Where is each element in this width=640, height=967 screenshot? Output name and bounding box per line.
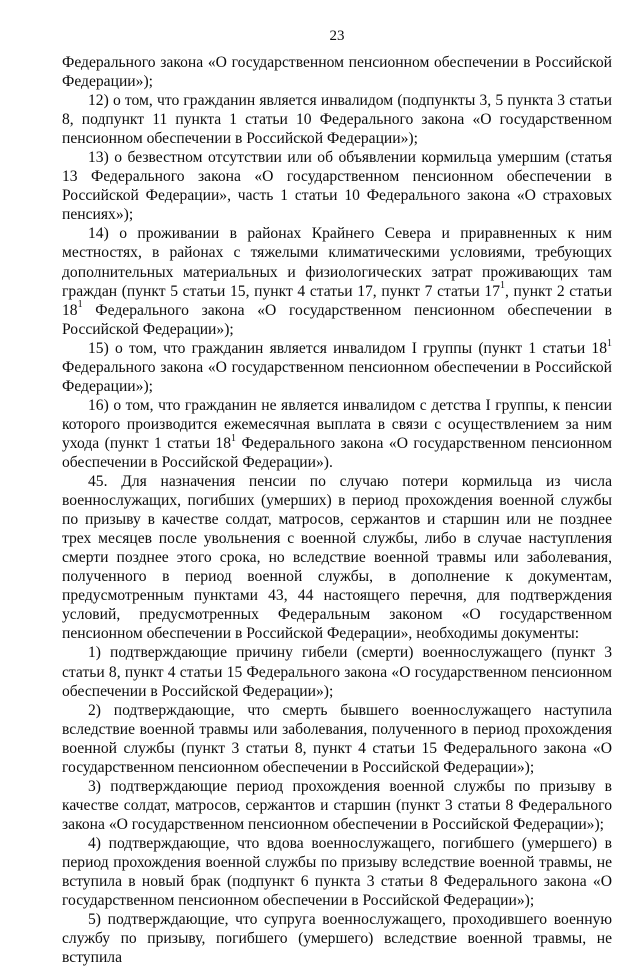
paragraph-p5: 16) о том, что гражданин не является инвалидом с детства I группы, к пенсии которого производится ежемесячная выплата в связи с осуществлением за ним ухода (пункт 1 статьи $18^1$ Федерального закона «О государственном пенсионном обеспечении в Российской Федерации»). (62, 396, 612, 471)
paragraph-p8: 2) подтверждающие, что смерть бывшего военнослужащего наступила вследствие военной травмы или заболевания, полученного в период прохождения военной службы (пункт 3 статьи 8, пункт 4 статьи 15 Федерального закона «О государственном пенсионном обеспечении в Российской Федерации»); (62, 701, 612, 776)
paragraph-p6: 45. Для назначения пенсии по случаю потери кормильца из числа военнослужащих, погибших (умерших) в период прохождения военной службы по призыву в качестве солдат, матросов, сержантов и старшин или не позднее трех месяцев после увольнения с военной службы, либо в случае наступления смерти позднее этого срока, но вследствие военной травмы или заболевания, полученного в период военной службы, в дополнение к документам, предусмотренным пунктами 43, 44 настоящего перечня, для подтверждения условий, предусмотренных Федеральным законом «О государственном пенсионном обеспечении в Российской Федерации», необходимы документы: (62, 473, 612, 643)
paragraph-p4: 15) о том, что гражданин является инвалидом I группы (пункт 1 статьи $18^1$ Федерального закона «О государственном пенсионном обеспечении в Российской Федерации»); (62, 337, 612, 395)
paragraph-p10: 4) подтверждающие, что вдова военнослужащего, погибшего (умершего) в период прохождения военной службы по призыву вследствие военной травмы, не вступила в новый брак (подпункт 6 пункта 3 статьи 8 Федерального закона «О государственном пенсионном обеспечении в Российской Федерации»); (62, 834, 612, 910)
paragraph-p3: 14) о проживании в районах Крайнего Севера и приравненных к ним местностях, в районах с тяжелыми климатическими условиями, требующих дополнительных материальных и физиологических затрат проживающих там граждан (пункт 5 статьи 15, пункт 4 статьи 17, пункт 7 статьи $17^1$, пункт 2 статьи $18^1$ Федерального закона «О государственном пенсионном обеспечении в Российской Федерации»); (62, 225, 612, 338)
page-number: 23 (329, 28, 345, 44)
paragraph-p0: Федерального закона «О государственном пенсионном обеспечении в Российской Федерации»); (62, 54, 612, 91)
paragraph-p7: 1) подтверждающие причину гибели (смерти) военнослужащего (пункт 3 статьи 8, пункт 4 статьи 15 Федерального закона «О государственном пенсионном обеспечении в Российской Федерации»); (62, 644, 612, 700)
document-body (62, 53, 612, 967)
paragraph-p2: 13) о безвестном отсутствии или об объявлении кормильца умершим (статья 13 Федерального закона «О государственном пенсионном обеспечении в Российской Федерации», часть 1 статьи 10 Федерального закона «О страховых пенсиях»); (62, 149, 612, 224)
paragraph-p11: 5) подтверждающие, что супруга военнослужащего, проходившего военную службу по призыву, погибшего (умершего) вследствие военной травмы, не вступила (62, 911, 612, 967)
paragraph-p9: 3) подтверждающие период прохождения военной службы по призыву в качестве солдат, матросов, сержантов и старшин (пункт 3 статьи 8 Федерального закона «О государственном пенсионном обеспечении в Российской Федерации»); (62, 777, 612, 833)
paragraph-p1: 12) о том, что гражданин является инвалидом (подпункты 3, 5 пункта 3 статьи 8, подпункт 11 пункта 1 статьи 10 Федерального закона «О государственном пенсионном обеспечении в Российской Федерации»); (62, 92, 612, 148)
